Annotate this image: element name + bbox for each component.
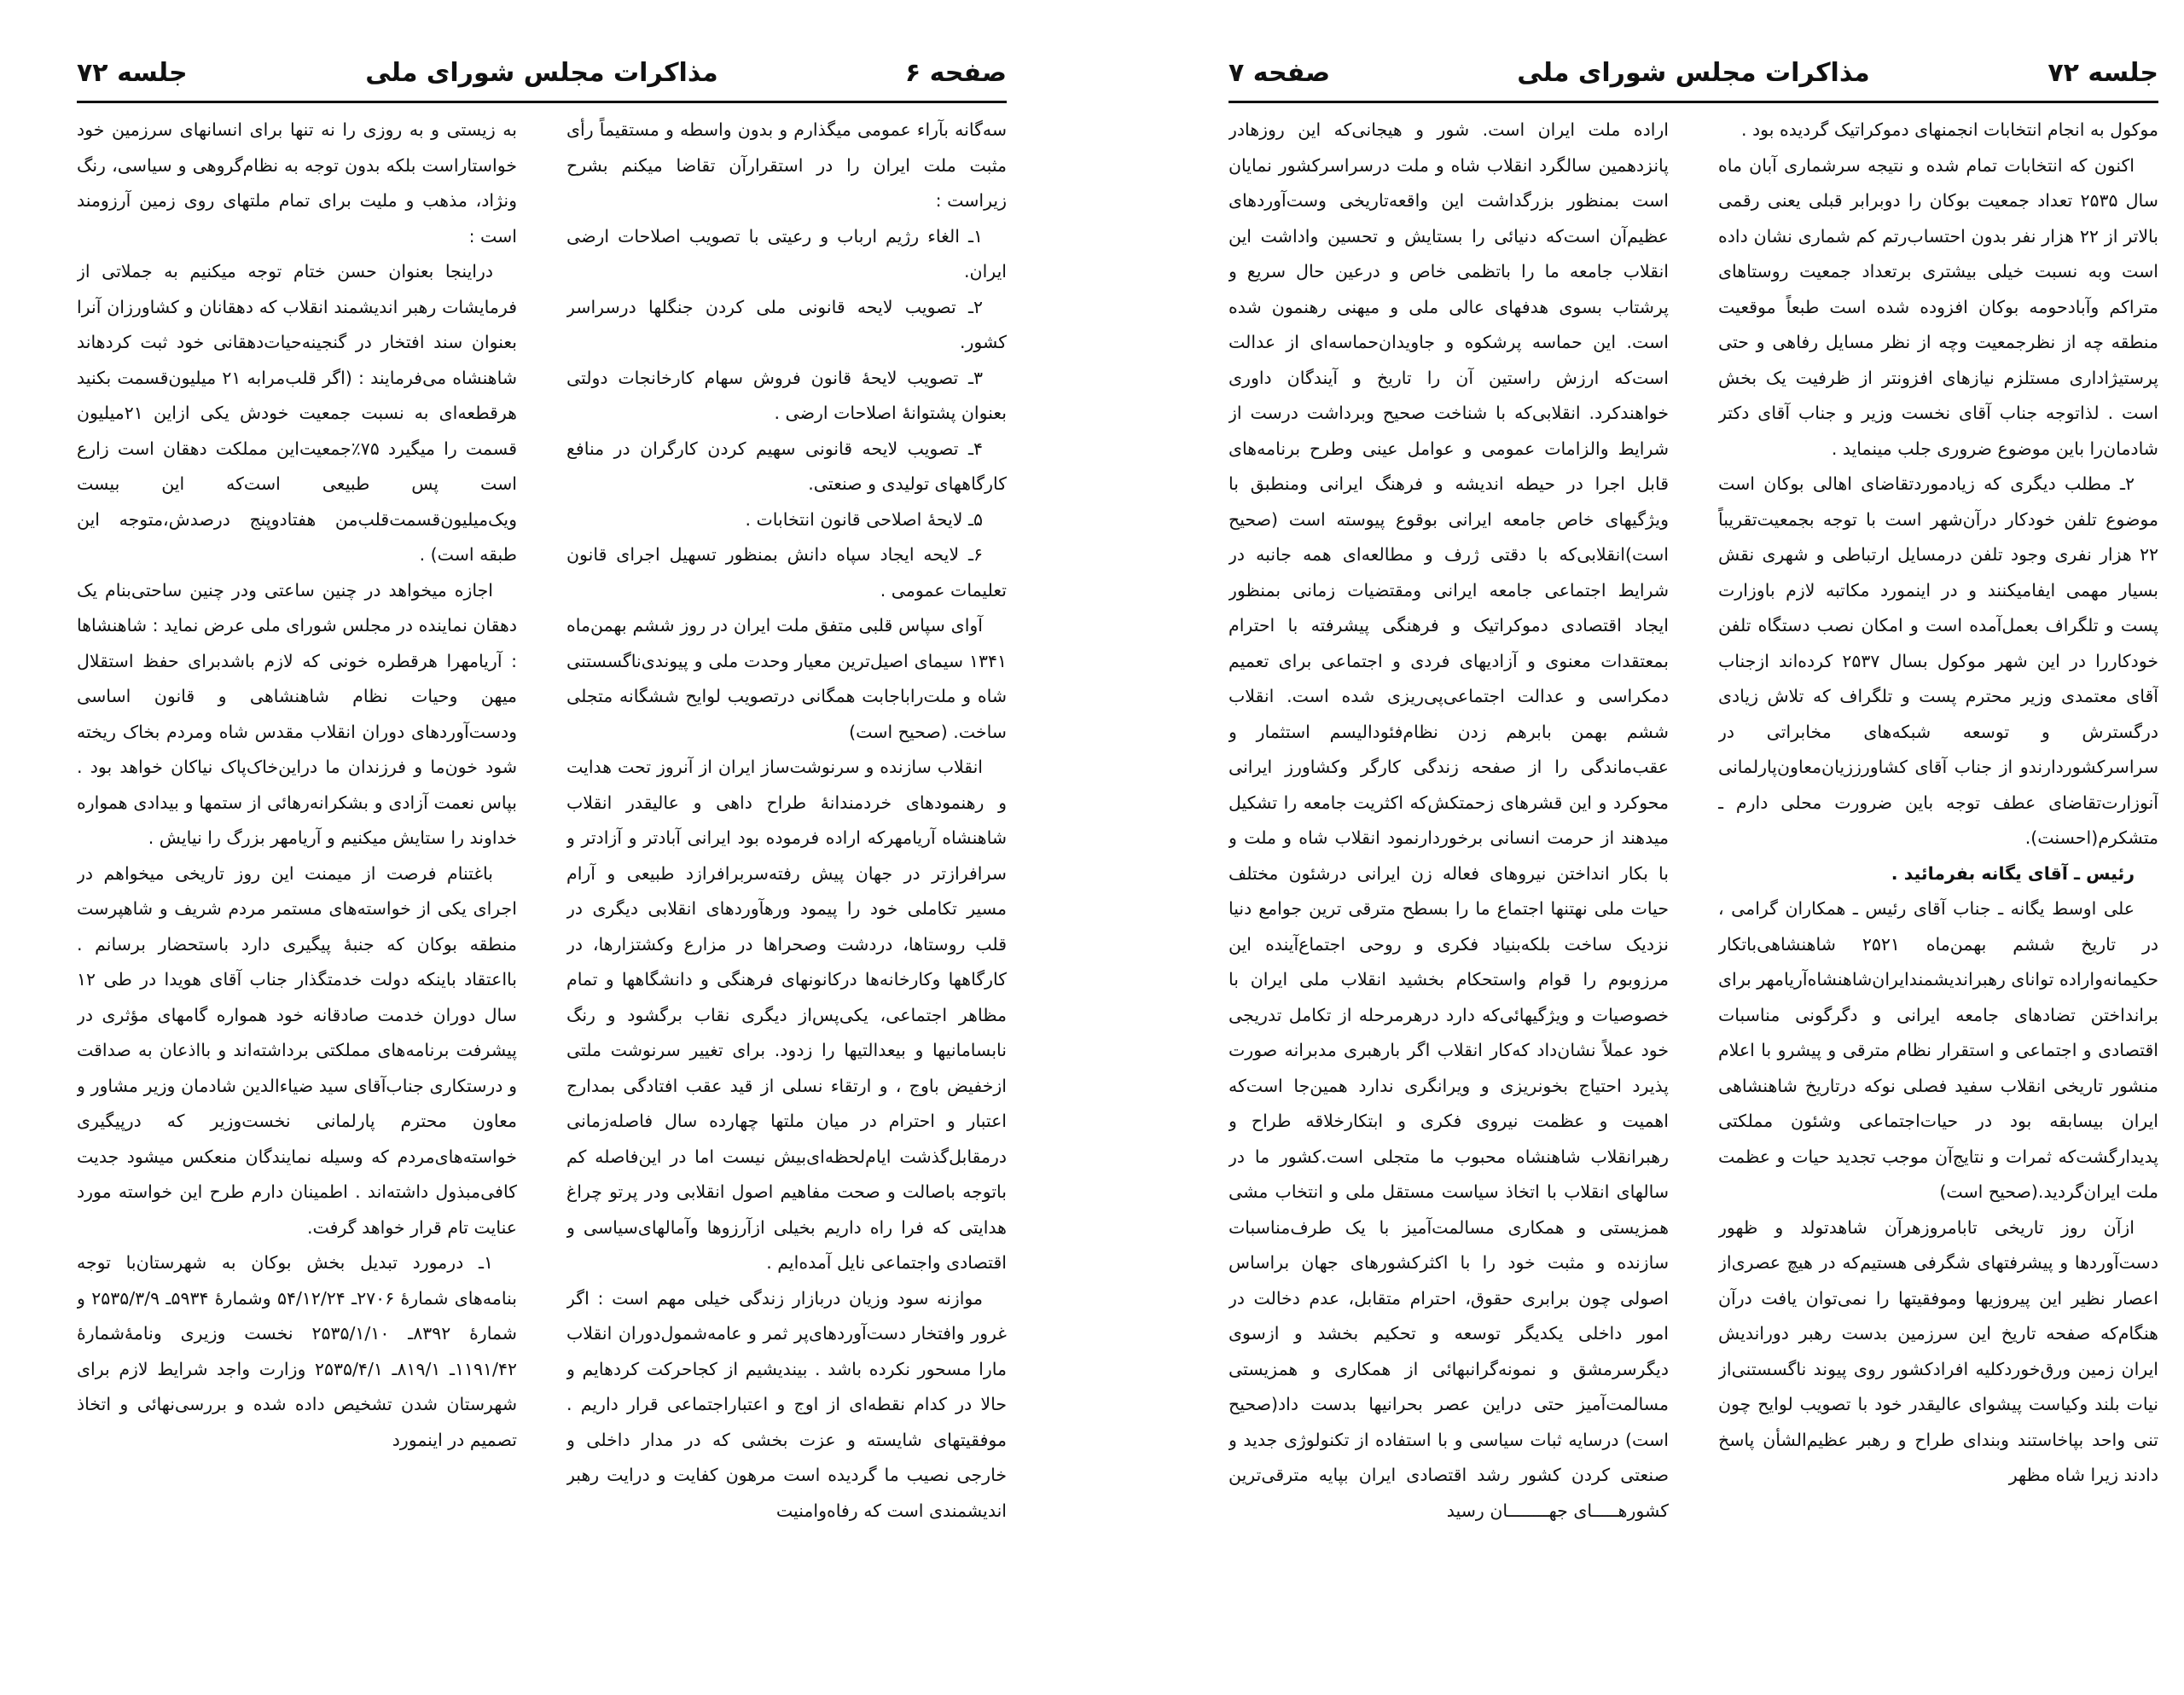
page-7 <box>1152 0 2184 1695</box>
column-right <box>1718 113 2158 1661</box>
paragraph: موازنه سود وزیان دربازار زندگی خیلی مهم است : اگر غرور وافتخار دست‌آوردهای‌پر ثمر و عامه‌شمول‌دوران انقلاب مارا مسحور نکرده باشد . بیندیشیم از کجاحرکت کردهایم و حالا در کدام نقطه‌ای از اوج و اعتباراجتماعی قرار داریم . موفقیتهای شایسته و عزت بخشی که در مدار داخلی و خارجی نصیب ما گردیده است مرهون کفایت و درایت رهبر اندیشمندی است که رفاه‌وامنیت <box>566 1287 1007 1521</box>
paragraph: سه‌گانه بآراء عمومی میگذارم و بدون واسطه و مستقیماً رأی مثبت ملت ایران را در استقرارآن تقاضا میکنم بشرح زیراست : <box>566 119 1007 211</box>
paragraph: ۱ـ درمورد تبدیل بخش بوکان به شهرستان‌با توجه بنامه‌های شمارهٔ ۲۷۰۶ـ ۵۴/۱۲/۲۴ وشمارهٔ ۵۹۳۴ـ ۲۵۳۵/۳/۹ و شمارهٔ ۸۳۹۲ـ ۲۵۳۵/۱/۱۰ نخست وزیری ونامهٔ‌شمارهٔ ۱۱۹۱/۴۲ـ ۸۱۹/۱ـ ۲۵۳۵/۴/۱ وزارت واجد شرایط لازم برای شهرستان شدن تشخیص داده شده و بررسی‌نهائی و اتخاذ تصمیم در اینمورد <box>77 1252 517 1450</box>
paragraph: موکول به انجام انتخابات انجمنهای دموکراتیک گردیده بود . <box>1741 119 2158 140</box>
paragraph: ۶ـ لایحه ایجاد سپاه دانش بمنظور تسهیل اجرای قانون تعلیمات عمومی . <box>566 544 1007 601</box>
session-number: جلسه ۷۲ <box>2048 58 2158 88</box>
speaker-line: رئیس ـ آقای یگانه بفرمائید . <box>1891 862 2135 884</box>
paragraph: آوای سپاس قلبی متفق ملت ایران در روز ششم بهمن‌ماه ۱۳۴۱ سیمای اصیل‌ترین معیار وحدت ملی و پیوندی‌ناگسستنی شاه و ملت‌راباجابت همگانی درتصویب لوایح ششگانه متجلی ساخت. (صحیح است) <box>566 615 1007 742</box>
paragraph: علی اوسط یگانه ـ جناب آقای رئیس ـ همکاران گرامی ، در تاریخ ششم بهمن‌ماه ۲۵۲۱ شاهنشاهی‌باتکار حکیمانه‌واراده توانای رهبراندیشمندایران‌شاهنشاه‌آریامهر برای برانداختن تضادهای جامعه ایرانی و دگرگونی مناسبات اقتصادی و اجتماعی و استقرار نظام مترقی و پیشرو با اعلام منشور تاریخی انقلاب سفید فصلی نوکه درتاریخ شاهنشاهی ایران بیسابقه بود در حیات‌اجتماعی وشئون مملکتی پدیدارگشت‌که ثمرات و نتایج‌آن موجب تجدید حیات و عظمت ملت ایران‌گردید.(صحیح است) <box>1718 898 2158 1202</box>
paragraph: ازآن روز تاریخی تابامروزهرآن شاهدتولد و ظهور دست‌آوردها و پیشرفتهای شگرفی هستیم‌که در هیچ عصری‌از اعصار نظیر این پیروزیها وموفقیتها را نمی‌توان یافت درآن هنگام‌که صفحه تاریخ این سرزمین بدست رهبر دوراندیش ایران زمین ورق‌خوردکلیه افرادکشور روی پیوند ناگسستنی‌از نیات بلند وکیاست پیشوای عالیقدر خود با تصویب لوایح چون تنی واحد بپاخاستند وبندای طراح و رهبر عظیم‌الشأن پاسخ دادند زیرا شاه مظهر <box>1718 1216 2158 1485</box>
paragraph: باغتنام فرصت از میمنت این روز تاریخی میخواهم در اجرای یکی از خواسته‌های مستمر مردم شریف و شاهپرست منطقه بوکان که جنبهٔ پیگیری دارد باستحضار برسانم . بااعتقاد باینکه دولت خدمتگذار جناب آقای هویدا در طی ۱۲ سال دوران خدمت صادقانه خود همواره گامهای مؤثری در پیشرفت برنامه‌های مملکتی برداشته‌اند و بااذعان به صداقت و درستکاری جناب‌آقای سید ضیاءالدین شادمان وزیر مشاور و معاون محترم پارلمانی نخست‌وزیر که درپیگیری خواسته‌های‌مردم که وسیله نمایندگان منعکس میشود جدیت کافی‌مبذول داشته‌اند . اطمینان دارم طرح این خواسته مورد عنایت تام قرار خواهد گرفت. <box>77 862 517 1238</box>
journal-title: مذاکرات مجلس شورای ملی <box>365 58 718 88</box>
paragraph: دراینجا بعنوان حسن ختام توجه میکنیم به جملاتی از فرمایشات رهبر اندیشمند انقلاب که دهقانان و کشاورزان آنرا بعنوان سند افتخار در گنجینه‌حیات‌دهقانی خود ثبت کردهاند شاهنشاه می‌فرمایند : (اگر قلب‌مرابه ۲۱ میلیون‌قسمت بکنید هرقطعه‌ای به نسبت جمعیت خودش یکی ازاین ۲۱میلیون قسمت را میگیرد ۷۵٪جمعیت‌این مملکت دهقان است زارع است پس طبیعی است‌که این بیست ویک‌میلیون‌قسمت‌قلب‌من هفتادوپنج درصدش،متوجه این طبقه است) . <box>77 261 517 565</box>
column-left <box>1228 113 1669 1661</box>
paragraph: ۵ـ لایحهٔ اصلاحی قانون انتخابات . <box>745 508 983 530</box>
journal-title: مذاکرات مجلس شورای ملی <box>1517 58 1870 88</box>
session-number: جلسه ۷۲ <box>77 58 188 88</box>
page-header <box>77 53 1007 103</box>
text-columns <box>77 113 1007 1661</box>
paragraph: اکنون که انتخابات تمام شده و نتیجه سرشماری آبان ماه سال ۲۵۳۵ تعداد جمعیت بوکان را دوبرابر قبلی یعنی رقمی بالاتر از ۲۲ هزار نفر بدون احتساب‌رتم کم شماری نشان داده است وبه نسبت خیلی بیشتری برتعداد جمعیت روستاهای متراکم وآبادحومه بوکان افزوده شده است طبعاً موقعیت منطقه چه از نظرجمعیت وچه از نظر مسایل رفاهی و حتی پرستیژاداری مستلزم نیازهای افزونتر از ظرفیت یک بخش است . لذاتوجه جناب آقای نخست وزیر و جناب آقای دکتر شادمان‌را باین موضوع ضروری جلب مینماید . <box>1718 154 2158 459</box>
page-number: صفحه ۷ <box>1228 58 1331 88</box>
paragraph: ۱ـ الغاء رژیم ارباب و رعیتی با تصویب اصلاحات ارضی ایران. <box>566 225 1007 282</box>
page-6 <box>0 0 1032 1695</box>
paragraph: به زیستی و به روزی را نه تنها برای انسانهای سرزمین خود خواستاراست بلکه بدون توجه به نظام‌گروهی و سیاسی، رنگ ونژاد، مذهب و ملیت برای تمام ملتهای روی زمین آرزومند است : <box>77 119 517 247</box>
paragraph: ۴ـ تصویب لایحه قانونی سهیم کردن کارگران در منافع کارگاههای تولیدی و صنعتی. <box>566 438 1007 494</box>
column-left <box>77 113 517 1661</box>
paragraph: اراده ملت ایران است. شور و هیجانی‌که این روزهادر پانزدهمین سالگرد انقلاب شاه و ملت درسراسرکشور نمایان است بمنظور بزرگداشت این واقعه‌تاریخی وست‌آوردهای عظیم‌آن است‌که دنیائی را بستایش و تحسین واداشت این انقلاب جامعه ما را باتظمی خاص و درعین حال سریع و پرشتاب بسوی هدفهای عالی ملی و میهنی رهنمون شده است. این حماسه پرشکوه و جاویدان‌حماسه‌ای از عدالت است‌که ارزش راستین آن را تاریخ و آیندگان داوری خواهندکرد. انقلابی‌که با شناخت صحیح وبرداشت درست از شرایط والزامات عمومی و عوامل عینی وطرح برنامه‌های قابل اجرا در حیطه اندیشه و فرهنگ ایرانی ومنطبق با ویژگیهای خاص جامعه ایرانی بوقوع پیوسته است (صحیح است)انقلابی‌که با دقتی ژرف و مطالعه‌ای همه جانبه در شرایط اجتماعی جامعه ایرانی ومقتضیات زمانی بمنظور ایجاد اقتصادی دموکراتیک و فرهنگی پیشرفته با احترام بمعتقدات معنوی و آزادیهای فردی و اجتماعی برای تعمیم دمکراسی و عدالت اجتماعی‌پی‌ریزی شده است. انقلاب ششم بهمن بابرهم زدن نظام‌فئودالیسم استثمار و عقب‌ماندگی را از صفحه زندگی کارگر وکشاورز ایرانی محوکرد و این قشرهای زحمتکش‌که اکثریت جامعه را تشکیل میدهند از حرمت انسانی برخوردارنمود انقلاب شاه و ملت و با بکار انداختن نیروهای فعاله زن ایرانی درشئون مختلف حیات ملی نهتنها اجتماع ما را بسطح مترقی ترین جوامع دنیا نزدیک ساخت بلکه‌بنیاد فکری و روحی اجتماع‌آینده این مرزوبوم را قوام واستحکام بخشید انقلاب ملی ایران با خصوصیات و ویژگیهائی‌که دارد درهرمرحله از تکامل تدریجی خود عملاً نشان‌داد که‌کار انقلاب اگر بارهبری مدبرانه صورت پذیرد احتیاج بخونریزی و ویرانگری ندارد همین‌جا است‌که اهمیت و عظمت نیروی فکری و ابتکارخلاقه طراح و رهبرانقلاب شاهنشاه محبوب ما متجلی است.کشور ما در سالهای انقلاب با اتخاذ سیاست مستقل ملی و انتخاب مشی همزیستی و همکاری مسالمت‌آمیز با یک طرف‌مناسبات سازنده و مثبت خود را با اکثرکشورهای جهان براساس اصولی چون برابری حقوق، احترام متقابل، عدم دخالت در امور داخلی یکدیگر توسعه و تحکیم بخشد و ازسوی دیگرسرمشق و نمونه‌گرانبهائی از همکاری و همزیستی مسالمت‌آمیز حتی دراین عصر بحرانیها بدست داد(صحیح است) درسایه ثبات سیاسی و با استفاده از تکنولوژی جدید و صنعتی کردن کشور رشد اقتصادی ایران بپایه مترقی‌ترین کشورهـــــای جهــــــــان رسید <box>1228 119 1669 1521</box>
column-right <box>566 113 1007 1661</box>
paragraph: انقلاب سازنده و سرنوشت‌ساز ایران از آنروز تحت هدایت و رهنمودهای خردمندانهٔ طراح داهی و عالیقدر انقلاب شاهنشاه آریامهرکه اراده فرموده بود ایرانی آبادتر و آزادتر و سرافرازتر در جهان پیش رفته‌سربرافرازد طبیعی و آرام مسیر تکاملی خود را پیمود ورهآوردهای انقلابی دیگری در قلب روستاها، دردشت وصحراها در مزارع وکشتزارها، در کارگاهها وکارخانه‌ها درکانونهای فرهنگی و دانشگاهها و تمام مظاهر اجتماعی، یکی‌پس‌از دیگری نقاب برگشود و رنگ نابسامانیها و بیعدالتیها را زدود. برای تغییر سرنوشت ملتی ازخفیض باوج ، و ارتقاء نسلی از قید عقب افتادگی بمدارج اعتبار و احترام در میان ملتها چهارده سال فاصله‌زمانی درمقابل‌گذشت ایام‌لحظه‌ای‌بیش نیست اما در این‌فاصله کم باتوجه باصالت و صحت مفاهیم اصول انقلابی ودر پرتو چراغ هدایتی که فرا راه داریم بخیلی ازآرزوها وآمالهای‌سیاسی و اقتصادی واجتماعی نایل آمده‌ایم . <box>566 757 1007 1273</box>
page-header <box>1228 53 2158 103</box>
paragraph: ۲ـ مطلب دیگری که زیادمورد‌تقاضای اهالی بوکان است موضوع تلفن خودکار درآن‌شهر است با توجه بجمعیت‌تقریباً ۲۲ هزار نفری وجود تلفن درمسایل ارتباطی و شهری نقش بسیار مهمی ایفامیکنند و در اینمورد مکاتبه لازم باوزارت پست و تلگراف بعمل‌آمده است و امکان نصب دستگاه تلفن خودکاررا در این شهر موکول بسال ۲۵۳۷ کرده‌اند ازجناب آقای معتمدی وزیر محترم پست و تلگراف که تلاش زیادی درگسترش و توسعه شبکه‌های مخابراتی در سراسرکشوردارندو از جناب آقای کشاورززیان‌معاون‌پارلمانی آنوزارت‌تقاضای عطف توجه باین ضرورت محلی دارم ـ متشکرم(احسنت). <box>1718 473 2158 848</box>
paragraph: ۳ـ تصویب لایحهٔ قانون فروش سهام کارخانجات دولتی بعنوان پشتوانهٔ اصلاحات ارضی . <box>566 367 1007 423</box>
text-columns <box>1228 113 2158 1661</box>
paragraph: ۲ـ تصویب لایحه قانونی ملی کردن جنگلها درسراسر کشور. <box>566 296 1007 352</box>
page-number: صفحه ۶ <box>904 58 1007 88</box>
paragraph: اجازه میخواهد در چنین ساعتی ودر چنین ساحتی‌بنام یک دهقان نماینده در مجلس شورای ملی عرض نماید : شاهنشاها : آریامهرا هرقطره خونی که لازم باشدبرای حفظ استقلال میهن وحیات نظام شاهنشاهی و قانون اساسی ودست‌آوردهای دوران انقلاب مقدس شاه ومردم بخاک ریخته شود خون‌ما و فرزندان ما دراین‌خاک‌پاک نیاکان خواهد بود . بپاس نعمت آزادی و بشکرانه‌رهائی از ستمها و بیدادی همواره خداوند را ستایش میکنیم و آریامهر بزرگ را نیایش . <box>77 579 517 848</box>
